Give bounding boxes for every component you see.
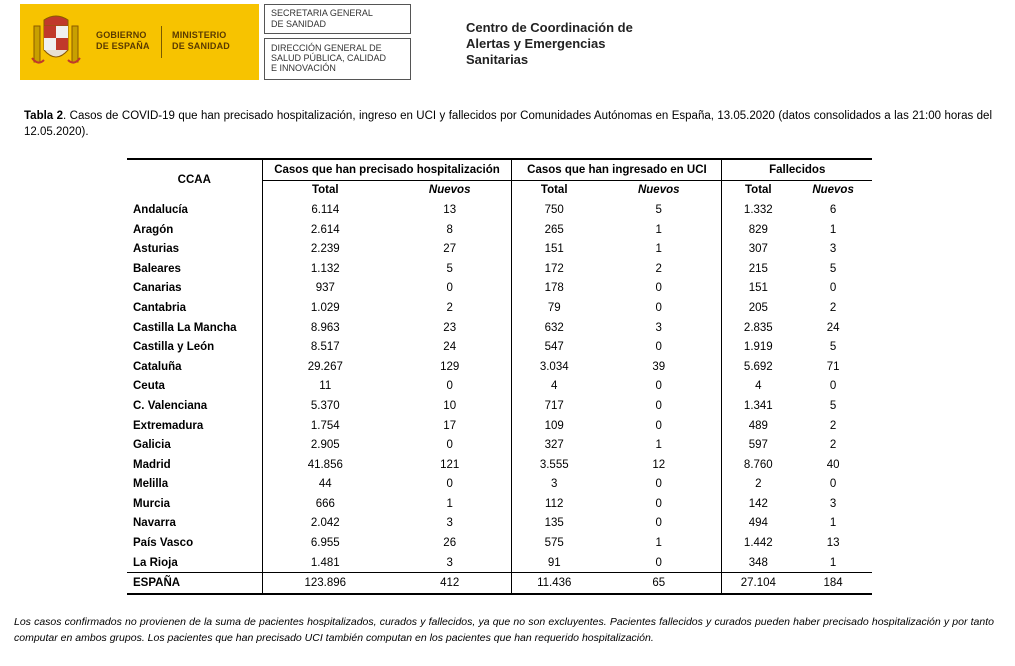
fall-total-cell: 2 [722,475,794,495]
uci-total-cell: 265 [512,220,596,240]
fall-total-cell: 142 [722,494,794,514]
header-uci: Casos que han ingresado en UCI [512,159,722,180]
region-name: Canarias [133,282,182,295]
total-label: ESPAÑA [127,573,262,594]
table-row [127,318,872,338]
hosp-total-cell: 2.905 [262,435,388,455]
uci-total-cell: 112 [512,494,596,514]
fall-new-cell: 3 [829,497,837,510]
table-row [127,259,872,279]
subheader-uci-new: Nuevos [637,184,680,197]
region-name: Andalucía [133,203,188,216]
fall-total-cell: 494 [722,514,794,534]
uci-total-cell: 3.034 [512,357,596,377]
hosp-new-cell: 0 [446,478,453,491]
fall-new-cell: 0 [829,380,837,393]
uci-total-cell: 327 [512,435,596,455]
uci-new-cell: 1 [655,537,662,550]
uci-total-cell: 750 [512,200,596,220]
fall-total-cell: 348 [722,553,794,573]
table-row [127,416,872,436]
fall-new-cell: 1 [829,517,837,530]
fall-new-cell: 13 [826,537,840,550]
hosp-new-cell: 10 [443,399,457,412]
uci-new-cell: 0 [655,478,662,491]
ministry-line-2: DE SANIDAD [172,41,231,51]
fall-total-cell: 307 [722,239,794,259]
region-name: Castilla y León [133,341,215,354]
total-hosp-total: 123.896 [262,573,388,594]
hosp-total-cell: 44 [262,475,388,495]
hosp-total-cell: 1.754 [262,416,388,436]
hosp-total-cell: 666 [262,494,388,514]
uci-total-cell: 79 [512,298,596,318]
fall-new-cell: 1 [829,223,837,236]
subheader-fall-total: Total [722,180,794,200]
direccion-line-2: SALUD PÚBLICA, CALIDAD [271,53,387,63]
table-row [127,494,872,514]
fall-total-cell: 597 [722,435,794,455]
fall-new-cell: 2 [829,301,837,314]
fall-total-cell: 205 [722,298,794,318]
coat-of-arms-icon [30,12,82,72]
gobierno-label [96,30,150,52]
uci-new-cell: 0 [655,399,662,412]
hosp-new-cell: 129 [440,360,460,373]
table-caption [24,108,992,140]
secretaria-line-1: SECRETARIA GENERAL [271,8,373,18]
data-table [127,158,872,595]
table-row [127,357,872,377]
hosp-total-cell: 41.856 [262,455,388,475]
region-name: Cantabria [133,301,187,314]
hosp-new-cell: 0 [446,380,453,393]
uci-new-cell: 1 [655,439,662,452]
region-name: Galicia [133,439,171,452]
region-name: Extremadura [133,419,204,432]
region-name: C. Valenciana [133,399,208,412]
hosp-total-cell: 6.114 [262,200,388,220]
hosp-new-cell: 17 [443,419,457,432]
hosp-total-cell: 2.042 [262,514,388,534]
gov-line-1: GOBIERNO [96,30,147,40]
fall-new-cell: 5 [829,399,837,412]
uci-new-cell: 0 [655,419,662,432]
centro-line-1: Centro de Coordinación de [466,20,633,35]
ministry-label [172,30,230,52]
uci-new-cell: 1 [655,243,662,256]
uci-total-cell: 4 [512,377,596,397]
uci-new-cell: 0 [655,556,662,569]
footnote: Los casos confirmados no provienen de la suma de pacientes hospitalizados, curados y fallecidos, ya que no son excluyentes. Pacientes fallecidos y curados pueden haber precisado hospitalización y por tanto computar en ambos grupos. Los pacientes que han precisado UCI también computan en los pacientes que han requerido hospitalización. [14,616,994,644]
fall-new-cell: 24 [826,321,840,334]
region-name: Baleares [133,262,181,275]
hosp-new-cell: 0 [446,439,453,452]
region-name: La Rioja [133,556,178,569]
uci-total-cell: 547 [512,337,596,357]
uci-new-cell: 0 [655,282,662,295]
table-row [127,396,872,416]
header-hospitalizacion: Casos que han precisado hospitalización [262,159,512,180]
hosp-total-cell: 2.614 [262,220,388,240]
uci-new-cell: 5 [655,203,662,216]
hosp-total-cell: 2.239 [262,239,388,259]
uci-new-cell: 12 [652,458,666,471]
region-name: Madrid [133,458,171,471]
subheader-fall-new: Nuevos [812,184,854,197]
uci-total-cell: 3.555 [512,455,596,475]
hosp-total-cell: 5.370 [262,396,388,416]
hosp-total-cell: 1.132 [262,259,388,279]
hosp-total-cell: 6.955 [262,533,388,553]
direccion-box [264,38,411,80]
hosp-new-cell: 13 [443,203,457,216]
hosp-total-cell: 8.517 [262,337,388,357]
uci-total-cell: 717 [512,396,596,416]
uci-new-cell: 0 [655,497,662,510]
fall-new-cell: 71 [826,360,840,373]
hosp-new-cell: 0 [446,282,453,295]
fall-total-cell: 215 [722,259,794,279]
hosp-new-cell: 1 [446,497,453,510]
hosp-total-cell: 8.963 [262,318,388,338]
fall-total-cell: 8.760 [722,455,794,475]
hosp-total-cell: 29.267 [262,357,388,377]
uci-new-cell: 0 [655,341,662,354]
hosp-new-cell: 26 [443,537,457,550]
fall-total-cell: 151 [722,279,794,299]
table-row [127,220,872,240]
table-row [127,239,872,259]
uci-total-cell: 178 [512,279,596,299]
table-row [127,200,872,220]
fall-total-cell: 1.919 [722,337,794,357]
uci-total-cell: 151 [512,239,596,259]
direccion-line-1: DIRECCIÓN GENERAL DE [271,43,382,53]
uci-total-cell: 3 [512,475,596,495]
centro-line-3: Sanitarias [466,52,529,67]
table-row [127,337,872,357]
fall-new-cell: 2 [829,419,837,432]
fall-total-cell: 1.341 [722,396,794,416]
uci-new-cell: 0 [655,301,662,314]
uci-total-cell: 135 [512,514,596,534]
hosp-new-cell: 5 [446,262,453,275]
hosp-new-cell: 24 [443,341,457,354]
secretaria-line-2: DE SANIDAD [271,19,327,29]
fall-total-cell: 2.835 [722,318,794,338]
fall-new-cell: 40 [826,458,840,471]
total-uci-new: 65 [596,573,722,594]
fall-new-cell: 0 [829,478,837,491]
fall-total-cell: 489 [722,416,794,436]
secretaria-box [264,4,411,34]
table-row [127,298,872,318]
table-row [127,475,872,495]
subheader-uci-total: Total [512,180,596,200]
total-fall-total: 27.104 [722,573,794,594]
hosp-new-cell: 3 [446,517,453,530]
fall-new-cell: 5 [829,262,837,275]
uci-total-cell: 575 [512,533,596,553]
table-row [127,435,872,455]
fall-new-cell: 3 [829,243,837,256]
hosp-new-cell: 27 [443,243,457,256]
fall-new-cell: 5 [829,341,837,354]
uci-total-cell: 172 [512,259,596,279]
hosp-new-cell: 23 [443,321,457,334]
hosp-total-cell: 937 [262,279,388,299]
ministry-line-1: MINISTERIO [172,30,227,40]
uci-new-cell: 2 [655,262,662,275]
logo-divider [161,26,162,58]
direccion-line-3: E INNOVACIÓN [271,63,336,73]
region-name: Melilla [133,478,169,491]
hosp-new-cell: 8 [446,223,453,236]
region-name: Cataluña [133,360,182,373]
fall-total-cell: 4 [722,377,794,397]
table-row [127,533,872,553]
uci-total-cell: 109 [512,416,596,436]
uci-total-cell: 91 [512,553,596,573]
fall-total-cell: 1.442 [722,533,794,553]
table-row [127,279,872,299]
hosp-new-cell: 2 [446,301,453,314]
uci-new-cell: 3 [655,321,662,334]
fall-new-cell: 0 [829,282,837,295]
hosp-total-cell: 1.029 [262,298,388,318]
table-row [127,377,872,397]
region-name: Navarra [133,517,176,530]
centro-title [466,20,633,68]
hosp-new-cell: 121 [440,458,460,471]
caption-text: . Casos de COVID-19 que han precisado hospitalización, ingreso en UCI y fallecidos por Comunidades Autónomas en España, 13.05.2020 (datos consolidados a las 21:00 horas del 12.05.2020). [24,110,992,138]
gov-line-2: DE ESPAÑA [96,41,150,51]
fall-total-cell: 1.332 [722,200,794,220]
uci-new-cell: 39 [652,360,666,373]
total-fall-new: 184 [794,573,872,594]
centro-line-2: Alertas y Emergencias [466,36,606,51]
header-fallecidos: Fallecidos [722,159,872,180]
region-name: Ceuta [133,380,165,393]
subheader-hosp-new: Nuevos [428,184,471,197]
total-uci-total: 11.436 [512,573,596,594]
uci-new-cell: 0 [655,517,662,530]
hosp-new-cell: 3 [446,556,453,569]
caption-label: Tabla 2 [24,110,64,122]
fall-new-cell: 6 [829,203,837,216]
table-row [127,455,872,475]
fall-new-cell: 2 [829,439,837,452]
hosp-total-cell: 11 [262,377,388,397]
total-row [127,573,872,594]
uci-total-cell: 632 [512,318,596,338]
fall-new-cell: 1 [829,556,837,569]
uci-new-cell: 0 [655,380,662,393]
region-name: Murcia [133,497,171,510]
header-ccaa: CCAA [127,159,262,200]
subheader-hosp-total: Total [262,180,388,200]
gobierno-logo-block [20,4,259,80]
table-row [127,514,872,534]
uci-new-cell: 1 [655,223,662,236]
region-name: Castilla La Mancha [133,321,237,334]
hosp-total-cell: 1.481 [262,553,388,573]
total-hosp-new: 412 [388,573,512,594]
fall-total-cell: 829 [722,220,794,240]
region-name: Aragón [133,223,174,236]
region-name: Asturias [133,243,180,256]
fall-total-cell: 5.692 [722,357,794,377]
region-name: País Vasco [133,537,194,550]
table-row [127,553,872,573]
